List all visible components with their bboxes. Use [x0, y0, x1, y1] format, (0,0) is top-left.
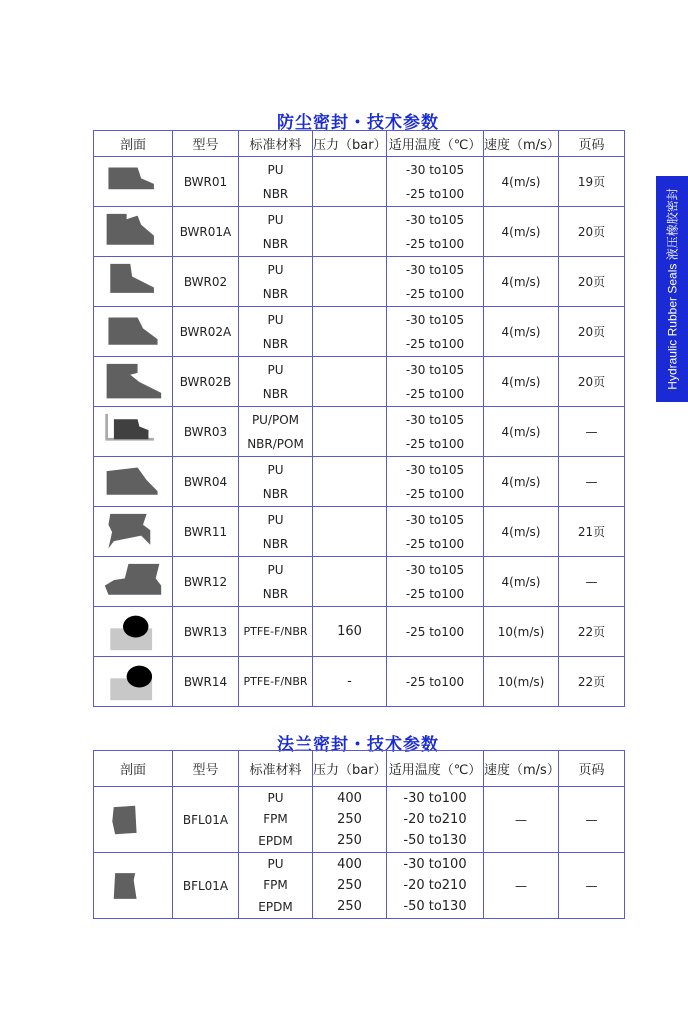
pressure-3: 250: [337, 899, 362, 915]
temperature-cell: [387, 307, 484, 357]
temperature-3: -50 to130: [403, 833, 467, 849]
table-row: [94, 457, 625, 507]
page-cell: 19页: [559, 157, 625, 207]
temperature-2: -25 to100: [405, 236, 465, 251]
profile-cell: [94, 853, 173, 919]
pressure-cell: [313, 207, 387, 257]
temperature-1: -30 to105: [405, 462, 465, 477]
temperature-1: -30 to105: [405, 512, 465, 527]
temperature-1: -30 to100: [403, 790, 467, 806]
page-cell: 20页: [559, 357, 625, 407]
pressure-cell: 160: [313, 607, 387, 657]
seal-profile-icon: [101, 512, 165, 552]
table-row: [94, 507, 625, 557]
temperature-2: -25 to100: [405, 186, 465, 201]
profile-cell: [94, 507, 173, 557]
header-section: 剖面: [94, 751, 173, 787]
temperature-cell: [387, 657, 484, 707]
table-row: [94, 787, 625, 853]
page-cell: 20页: [559, 257, 625, 307]
page-cell: —: [559, 557, 625, 607]
material-1: PU: [267, 162, 284, 177]
table-row: [94, 307, 625, 357]
material-1: PTFE-F/NBR: [243, 675, 308, 688]
material-cell: [239, 853, 313, 919]
seal-profile-icon: [101, 562, 165, 602]
temperature-cell: [387, 787, 484, 853]
table-row: [94, 207, 625, 257]
header-speed: 速度（m/s）: [484, 751, 559, 787]
material-1: PU: [267, 512, 284, 527]
profile-cell: [94, 207, 173, 257]
sidebar-tab: [656, 176, 688, 402]
profile-cell: [94, 787, 173, 853]
pressure-1: 400: [337, 790, 362, 806]
speed-cell: —: [484, 787, 559, 853]
pressure-cell: -: [313, 657, 387, 707]
material-cell: [239, 657, 313, 707]
material-cell: [239, 307, 313, 357]
pressure-3: 250: [337, 833, 362, 849]
temperature-cell: [387, 507, 484, 557]
model-cell: BWR01: [173, 157, 239, 207]
temperature-cell: [387, 357, 484, 407]
temperature-2: -25 to100: [405, 336, 465, 351]
model-cell: BWR11: [173, 507, 239, 557]
material-2: NBR: [262, 186, 289, 201]
speed-cell: 4(m/s): [484, 557, 559, 607]
model-cell: BFL01A: [173, 853, 239, 919]
pressure-cell: [313, 307, 387, 357]
pressure-cell: [313, 157, 387, 207]
table-row: [94, 657, 625, 707]
seal-profile-icon: [101, 262, 165, 302]
model-cell: BWR13: [173, 607, 239, 657]
temperature-2: -20 to210: [403, 811, 467, 827]
temperature-1: -30 to105: [405, 412, 465, 427]
model-cell: BWR14: [173, 657, 239, 707]
material-2: FPM: [263, 878, 288, 893]
page-cell: —: [559, 407, 625, 457]
model-cell: BFL01A: [173, 787, 239, 853]
speed-cell: 4(m/s): [484, 307, 559, 357]
temperature-2: -25 to100: [405, 286, 465, 301]
temperature-cell: [387, 557, 484, 607]
header-temperature: 适用温度（℃）: [387, 751, 484, 787]
model-cell: BWR04: [173, 457, 239, 507]
temperature-1: -30 to105: [405, 362, 465, 377]
model-cell: BWR12: [173, 557, 239, 607]
pressure-2: 250: [337, 811, 362, 827]
seal-profile-icon: [101, 162, 165, 202]
pressure-cell: [313, 853, 387, 919]
page-cell: 20页: [559, 307, 625, 357]
speed-cell: 4(m/s): [484, 207, 559, 257]
page-cell: 20页: [559, 207, 625, 257]
material-cell: [239, 357, 313, 407]
speed-cell: 4(m/s): [484, 257, 559, 307]
table-row: [94, 257, 625, 307]
speed-cell: 4(m/s): [484, 507, 559, 557]
speed-cell: 4(m/s): [484, 357, 559, 407]
seal-profile-icon: [108, 863, 158, 909]
table-row: [94, 407, 625, 457]
profile-cell: [94, 257, 173, 307]
temperature-cell: [387, 457, 484, 507]
material-1: PTFE-F/NBR: [243, 625, 308, 638]
model-cell: BWR01A: [173, 207, 239, 257]
temperature-cell: [387, 607, 484, 657]
material-cell: [239, 507, 313, 557]
table1-header-row: [94, 131, 625, 157]
temperature-cell: [387, 157, 484, 207]
material-1: PU: [267, 857, 284, 872]
material-3: EPDM: [258, 833, 293, 848]
temperature-2: -25 to100: [405, 536, 465, 551]
header-material: 标准材料: [239, 751, 313, 787]
temperature-2: -20 to210: [403, 877, 467, 893]
temperature-1: -30 to105: [405, 312, 465, 327]
temperature-1: -30 to105: [405, 162, 465, 177]
header-model: 型号: [173, 131, 239, 157]
material-1: PU/POM: [251, 412, 300, 427]
material-2: NBR: [262, 236, 289, 251]
header-speed: 速度（m/s）: [484, 131, 559, 157]
model-cell: BWR03: [173, 407, 239, 457]
pressure-cell: [313, 457, 387, 507]
page-cell: —: [559, 853, 625, 919]
material-cell: [239, 607, 313, 657]
temperature-1: -30 to105: [405, 562, 465, 577]
profile-cell: [94, 307, 173, 357]
material-cell: [239, 207, 313, 257]
seal-profile-icon: [101, 362, 165, 402]
speed-cell: —: [484, 853, 559, 919]
header-pressure: 压力（bar）: [313, 131, 387, 157]
page-cell: —: [559, 457, 625, 507]
profile-cell: [94, 357, 173, 407]
material-2: NBR/POM: [247, 436, 304, 451]
material-cell: [239, 457, 313, 507]
model-cell: BWR02A: [173, 307, 239, 357]
material-1: PU: [267, 791, 284, 806]
material-2: NBR: [262, 286, 289, 301]
page-cell: 22页: [559, 607, 625, 657]
seal-profile-icon: [101, 312, 165, 352]
temperature-1: -30 to105: [405, 262, 465, 277]
header-model: 型号: [173, 751, 239, 787]
header-pressure: 压力（bar）: [313, 751, 387, 787]
header-page: 页码: [559, 751, 625, 787]
material-2: NBR: [262, 586, 289, 601]
sidebar-label: Hydraulic Rubber Seals 液压橡胶密封: [665, 188, 680, 390]
profile-cell: [94, 657, 173, 707]
model-cell: BWR02: [173, 257, 239, 307]
temperature-1: -30 to100: [403, 856, 467, 872]
seal-profile-icon: [101, 412, 165, 452]
model-cell: BWR02B: [173, 357, 239, 407]
table2-header-row: [94, 751, 625, 787]
pressure-2: 250: [337, 877, 362, 893]
material-1: PU: [267, 212, 284, 227]
pressure-1: 400: [337, 856, 362, 872]
speed-cell: 4(m/s): [484, 457, 559, 507]
temperature-2: -25 to100: [405, 386, 465, 401]
temperature-1: -30 to105: [405, 212, 465, 227]
material-1: PU: [267, 462, 284, 477]
seal-profile-icon: [101, 212, 165, 252]
header-temperature: 适用温度（℃）: [387, 131, 484, 157]
temperature-cell: [387, 407, 484, 457]
pressure-cell: [313, 257, 387, 307]
profile-cell: [94, 607, 173, 657]
table1-title: 防尘密封・技术参数: [277, 113, 439, 133]
temperature-2: -25 to100: [405, 624, 465, 639]
temperature-2: -25 to100: [405, 586, 465, 601]
speed-cell: 4(m/s): [484, 157, 559, 207]
temperature-cell: [387, 207, 484, 257]
page-cell: —: [559, 787, 625, 853]
material-1: PU: [267, 262, 284, 277]
material-3: EPDM: [258, 899, 293, 914]
temperature-2: -25 to100: [405, 436, 465, 451]
wiper-seal-table: [93, 130, 625, 707]
table2-title: 法兰密封・技术参数: [277, 735, 439, 755]
table-row: [94, 357, 625, 407]
header-section: 剖面: [94, 131, 173, 157]
temperature-3: -50 to130: [403, 899, 467, 915]
material-cell: [239, 407, 313, 457]
material-2: NBR: [262, 486, 289, 501]
table-row: [94, 607, 625, 657]
material-cell: [239, 557, 313, 607]
flange-seal-table: [93, 750, 625, 919]
header-material: 标准材料: [239, 131, 313, 157]
temperature-2: -25 to100: [405, 674, 465, 689]
material-2: FPM: [263, 812, 288, 827]
material-cell: [239, 157, 313, 207]
material-1: PU: [267, 562, 284, 577]
pressure-cell: [313, 357, 387, 407]
pressure-cell: [313, 557, 387, 607]
material-2: NBR: [262, 336, 289, 351]
temperature-2: -25 to100: [405, 486, 465, 501]
material-1: PU: [267, 312, 284, 327]
material-2: NBR: [262, 536, 289, 551]
seal-profile-icon: [108, 797, 158, 843]
temperature-cell: [387, 257, 484, 307]
material-1: PU: [267, 362, 284, 377]
table-row: [94, 853, 625, 919]
speed-cell: 4(m/s): [484, 407, 559, 457]
pressure-cell: [313, 507, 387, 557]
material-2: NBR: [262, 386, 289, 401]
temperature-cell: [387, 853, 484, 919]
seal-profile-icon: [101, 662, 165, 702]
material-cell: [239, 257, 313, 307]
seal-profile-icon: [101, 462, 165, 502]
table-row: [94, 557, 625, 607]
speed-cell: 10(m/s): [484, 607, 559, 657]
material-cell: [239, 787, 313, 853]
speed-cell: 10(m/s): [484, 657, 559, 707]
pressure-cell: [313, 407, 387, 457]
profile-cell: [94, 157, 173, 207]
profile-cell: [94, 557, 173, 607]
page-cell: 21页: [559, 507, 625, 557]
profile-cell: [94, 407, 173, 457]
header-page: 页码: [559, 131, 625, 157]
page-cell: 22页: [559, 657, 625, 707]
seal-profile-icon: [101, 612, 165, 652]
profile-cell: [94, 457, 173, 507]
pressure-cell: [313, 787, 387, 853]
table-row: [94, 157, 625, 207]
